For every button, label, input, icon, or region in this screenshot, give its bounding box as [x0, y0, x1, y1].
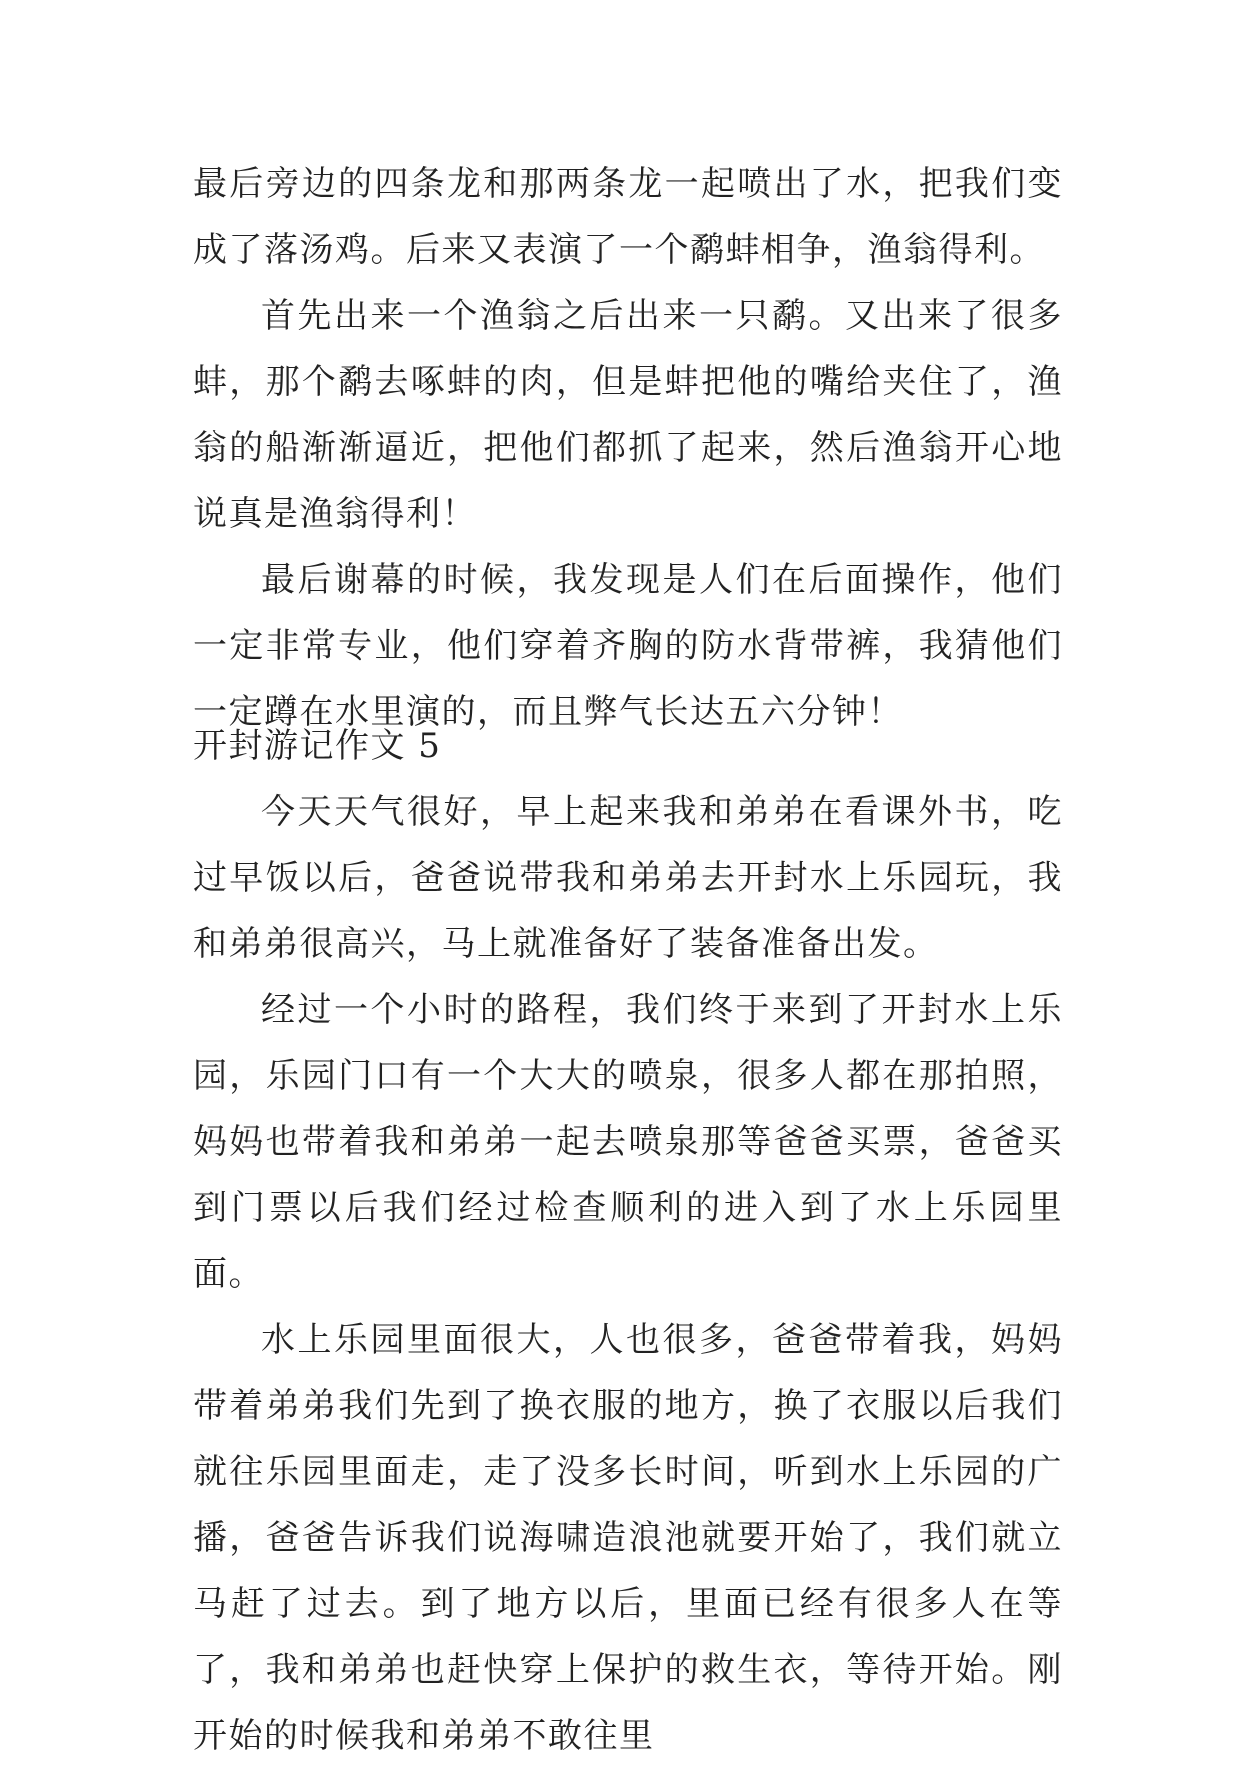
paragraph: 水上乐园里面很大，人也很多，爸爸带着我，妈妈带着弟弟我们先到了换衣服的地方，换了衣服以后我们就往乐园里面走，走了没多长时间，听到水上乐园的广播，爸爸告诉我们说海啸造浪池就要开始了，我们就立马赶了过去。到了地方以后，里面已经有很多人在等了，我和弟弟也赶快穿上保护的救生衣，等待开始。刚开始的时候我和弟弟不敢往里: [193, 1320, 1063, 1756]
paragraph: 最后谢幕的时候，我发现是人们在后面操作，他们一定非常专业，他们穿着齐胸的防水背带裤，我猜他们一定蹲在水里演的，而且弊气长达五六分钟！: [193, 560, 1063, 732]
section-title: 开封游记作文 5: [193, 726, 442, 766]
paragraph: 经过一个小时的路程，我们终于来到了开封水上乐园，乐园门口有一个大大的喷泉，很多人都在那拍照，妈妈也带着我和弟弟一起去喷泉那等爸爸买票，爸爸买到门票以后我们经过检查顺利的进入到了水上乐园里面。: [193, 990, 1063, 1294]
paragraph-continued: 最后旁边的四条龙和那两条龙一起喷出了水，把我们变成了落汤鸡。后来又表演了一个鹬蚌相争，渔翁得利。: [193, 164, 1063, 270]
text-block-upper: [193, 151, 1063, 745]
paragraph: 首先出来一个渔翁之后出来一只鹬。又出来了很多蚌，那个鹬去啄蚌的肉，但是蚌把他的嘴给夹住了，渔翁的船渐渐逼近，把他们都抓了起来，然后渔翁开心地说真是渔翁得利！: [193, 296, 1063, 534]
paragraph: 今天天气很好，早上起来我和弟弟在看课外书，吃过早饭以后，爸爸说带我和弟弟去开封水上乐园玩，我和弟弟很高兴，马上就准备好了装备准备出发。: [193, 792, 1063, 964]
text-block-lower: [193, 713, 1063, 1769]
